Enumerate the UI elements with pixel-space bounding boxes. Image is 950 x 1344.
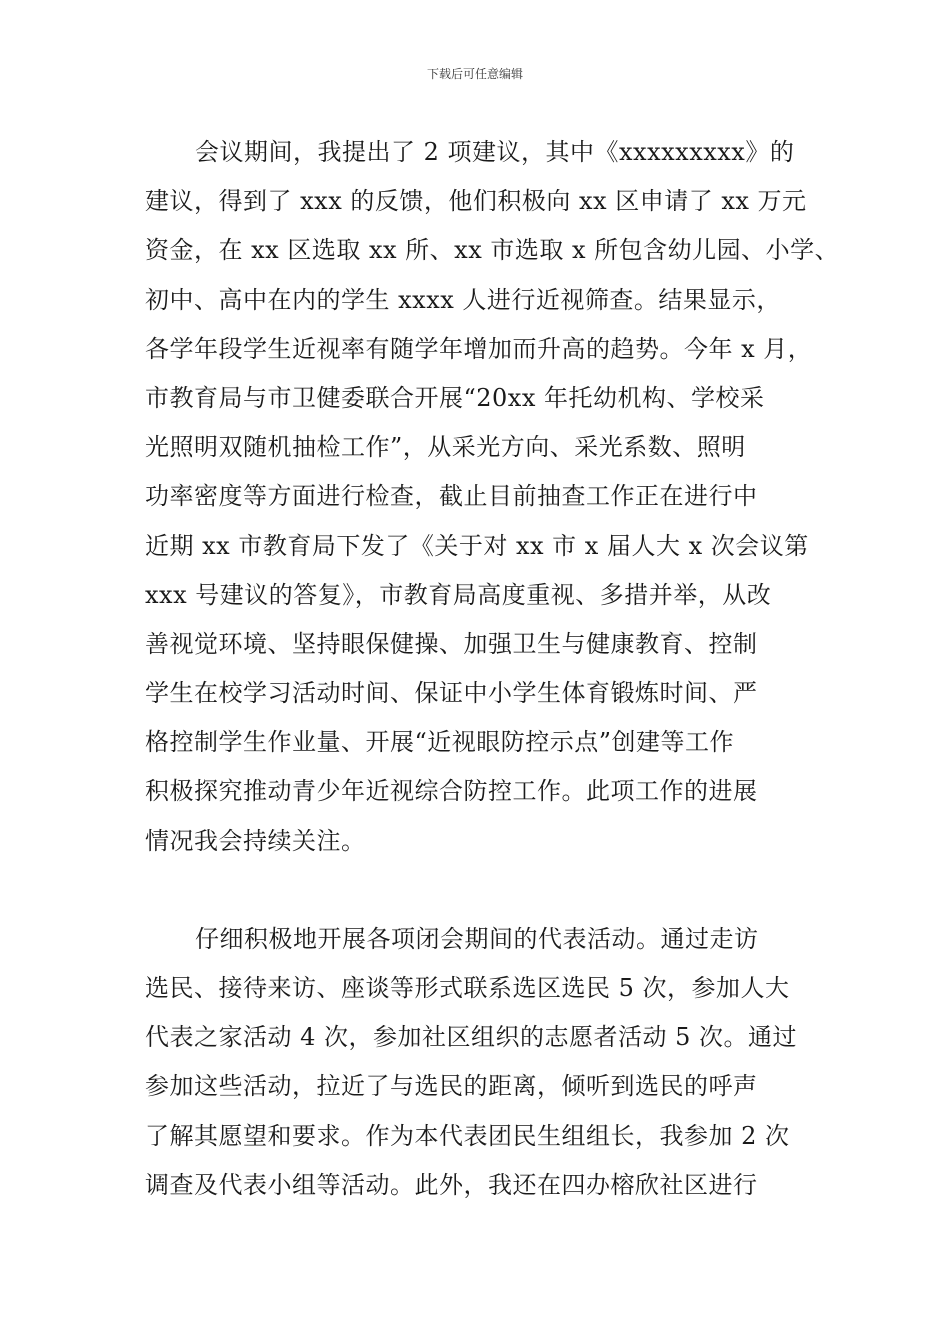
text-line: 仔细积极地开展各项闭会期间的代表活动。通过走访	[195, 924, 759, 953]
text-line: 资金，在 xx 区选取 xx 所、xx 市选取 x 所包含幼儿园、小学、	[145, 236, 840, 265]
text-line: 会议期间，我提出了 2 项建议，其中《xxxxxxxxx》的	[195, 138, 795, 166]
text-line: 建议，得到了 xxx 的反馈，他们积极向 xx 区申请了 xx 万元	[145, 187, 807, 216]
text-line: 参加这些活动，拉近了与选民的距离，倾听到选民的呼声	[145, 1072, 758, 1101]
paragraph-2	[145, 915, 835, 1210]
text-line: 近期 xx 市教育局下发了《关于对 xx 市 x 届人大 x 次会议第	[145, 531, 809, 560]
page-header: 下载后可任意编辑	[426, 67, 523, 81]
text-line: 学生在校学习活动时间、保证中小学生体育锻炼时间、严	[145, 679, 758, 708]
text-line: 情况我会持续关注。	[145, 826, 366, 855]
text-line: 初中、高中在内的学生 xxxx 人进行近视筛查。结果显示，	[145, 285, 781, 314]
paragraph-gap	[145, 866, 835, 915]
text-line: 各学年段学生近视率有随学年增加而升高的趋势。今年 x 月，	[145, 334, 813, 363]
text-line: 选民、接待来访、座谈等形式联系选区选民 5 次，参加人大	[145, 974, 790, 1002]
text-line: 格控制学生作业量、开展“近视眼防控示点”创建等工作	[145, 728, 735, 757]
document-body	[145, 128, 840, 1210]
text-line: 调查及代表小组等活动。此外，我还在四办榕欣社区进行	[145, 1170, 758, 1199]
text-line: 功率密度等方面进行检查，截止目前抽查工作正在进行中	[145, 482, 758, 511]
text-line: 市教育局与市卫健委联合开展“20xx 年托幼机构、学校采	[145, 383, 765, 412]
paragraph-1	[145, 128, 840, 866]
text-line: 积极探究推动青少年近视综合防控工作。此项工作的进展	[145, 777, 758, 806]
text-line: 光照明双随机抽检工作”，从采光方向、采光系数、照明	[145, 433, 746, 462]
text-line: 了解其愿望和要求。作为本代表团民生组组长，我参加 2 次	[145, 1121, 790, 1150]
text-line: xxx 号建议的答复》，市教育局高度重视、多措并举，从改	[145, 580, 772, 609]
text-line: 代表之家活动 4 次，参加社区组织的志愿者活动 5 次。通过	[145, 1023, 798, 1052]
text-line: 善视觉环境、坚持眼保健操、加强卫生与健康教育、控制	[145, 629, 758, 658]
